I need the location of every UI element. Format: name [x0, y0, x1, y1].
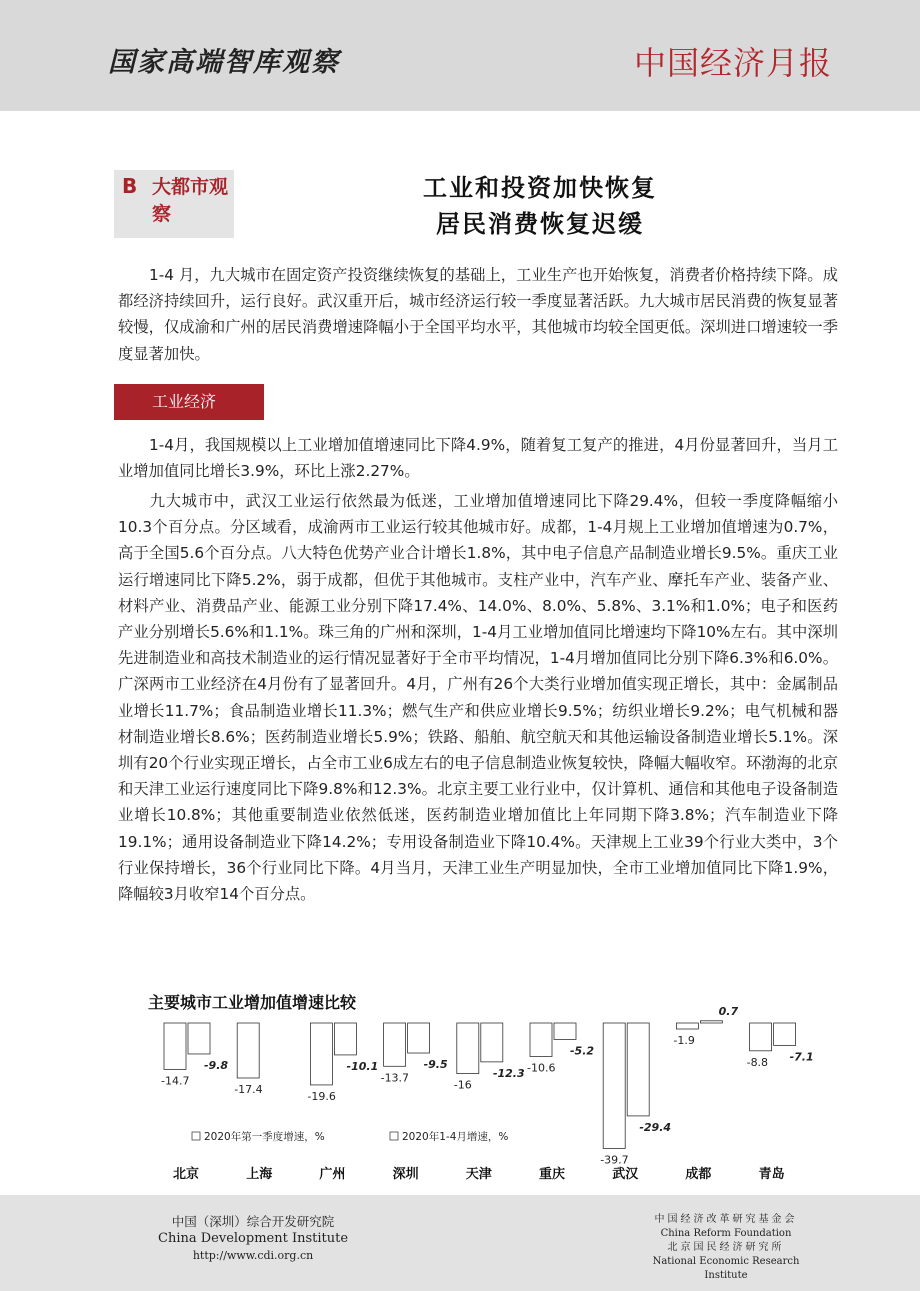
data-label: -39.7 [600, 1153, 629, 1167]
data-label: -8.8 [746, 1055, 769, 1069]
category-label: 广州 [319, 1167, 346, 1182]
body-text-1: 1-4月，我国规模以上工业增加值增速同比下降4.9%，随着复工复产的推进，4月份显著回升，当月工业增加值同比增长3.9%，环比上涨2.27%。 [118, 436, 838, 481]
article-headline [290, 170, 790, 242]
category-label: 上海 [246, 1167, 273, 1182]
category-label: 青岛 [758, 1167, 785, 1182]
data-label: -1.9 [673, 1034, 695, 1048]
section-tag [114, 170, 234, 238]
body-text-2: 九大城市中，武汉工业运行依然最为低迷，工业增加值增速同比下降29.4%，但较一季度降幅缩小10.3个百分点。分区域看，成渝两市工业运行较其他城市好。成都，1-4月规上工业增加值增速为0.7%，高于全国5.6个百分点。八大特色优势产业合计增长1.8%，其中电子信息产品制造业增长9.5%。重庆工业运行增速同比下降5.2%，弱于成都，但优于其他城市。支柱产业中，汽车产业、摩托车产业、装备产业、材料产业、消费品产业、能源工业分别下降17.4%、14.0%、8.0%、5.8%、3.1%和1.0%；电子和医药产业分别增长5.6%和1.1%。珠三角的广州和深圳，1-4月工业增加值同比增速均下降10%左右。其中深圳先进制造业和高技术制造业的运行情况显著好于全市平均情况，1-4月增加值同比分别下降6.3%和6.0%。广深两市工业经济在4月份有了显著回升。4月，广州有26个大类行业增加值实现正增长，其中：金属制品业增长11.7%；食品制造业增长11.3%；燃气生产和供应业增长9.5%；纺织业增长9.2%；电气机械和器材制造业增长8.6%；医药制造业增长5.9%；铁路、船舶、航空航天和其他运输设备制造业增长5.1%。深圳有20个行业实现正增长，占全市工业6成左右的电子信息制造业恢复较快，降幅大幅收窄。环渤海的北京和天津工业运行速度同比下降9.8%和12.3%。北京主要工业行业中，仅计算机、通信和其他电子设备制造业增长10.8%；其他重要制造业依然低迷，医药制造业增加值比上年同期下降3.8%；汽车制造业下降19.1%；通用设备制造业下降14.2%；专用设备制造业下降10.4%。天津规上工业39个行业大类中，3个行业保持增长，36个行业同比下降。4月当月，天津工业生产明显加快，全市工业增加值同比下降1.9%，降幅较3月收窄14个百分点。 [118, 492, 838, 904]
legend-label-1: 2020年第一季度增速，% [204, 1131, 325, 1143]
bar-q1 [237, 1023, 259, 1078]
data-label: -10.6 [527, 1061, 556, 1075]
data-label: -7.1 [789, 1050, 814, 1064]
bar-q1 [384, 1023, 406, 1066]
bar-q1 [310, 1023, 332, 1085]
bar-jan-apr [700, 1021, 722, 1023]
data-label: -29.4 [639, 1120, 672, 1134]
footer-crf-en: China Reform Foundation [660, 1228, 792, 1239]
category-label: 武汉 [612, 1167, 639, 1182]
bar-jan-apr [774, 1023, 796, 1045]
bar-q1 [603, 1023, 625, 1148]
chart-title: 主要城市工业增加值增速比较 [148, 993, 357, 1012]
bar-q1 [676, 1023, 698, 1029]
legend-label-2: 2020年1-4月增速，% [402, 1131, 509, 1143]
data-label: -19.6 [307, 1089, 336, 1103]
bar-q1 [750, 1023, 772, 1051]
brand-logo-text: 国家高端智库观察 [108, 47, 340, 78]
bar-jan-apr [481, 1023, 503, 1062]
subhead-industrial-economy: 工业经济 [114, 384, 264, 420]
category-label: 深圳 [392, 1167, 419, 1182]
category-label: 北京 [172, 1167, 200, 1182]
body-paragraph-2 [118, 488, 838, 907]
data-label: -13.7 [380, 1071, 410, 1085]
bar-jan-apr [408, 1023, 430, 1053]
data-label: -9.5 [423, 1058, 448, 1072]
bar-jan-apr [334, 1023, 356, 1055]
legend-swatch-1 [192, 1132, 200, 1140]
report-title: 中国经济月报 [633, 44, 832, 82]
data-label: -16 [453, 1078, 472, 1092]
section-name: 大都市观察 [152, 176, 229, 225]
footer-left-org [158, 1213, 348, 1264]
page-header [0, 0, 920, 111]
footer-crf-cn: 中国经济改革研究基金会 [654, 1214, 798, 1225]
data-label: -10.1 [346, 1059, 379, 1073]
headline-line-1: 工业和投资加快恢复 [423, 174, 657, 202]
data-label: -14.7 [161, 1074, 190, 1088]
footer-neri-en: National Economic Research Institute [652, 1256, 800, 1281]
footer-cdi-url[interactable]: http://www.cdi.org.cn [192, 1249, 314, 1262]
section-letter: B [122, 174, 138, 198]
bar-q1 [457, 1023, 479, 1074]
data-label: 0.7 [718, 1004, 739, 1018]
footer-right-org [636, 1213, 816, 1283]
category-label: 重庆 [538, 1167, 566, 1182]
footer-neri-cn: 北京国民经济研究所 [667, 1242, 785, 1253]
body-paragraph-1 [118, 432, 838, 484]
category-label: 天津 [465, 1167, 492, 1182]
footer-cdi-cn: 中国（深圳）综合开发研究院 [171, 1214, 335, 1229]
footer-cdi-en: China Development Institute [158, 1231, 349, 1246]
bar-chart [140, 1000, 820, 1190]
legend-swatch-2 [390, 1132, 398, 1140]
bar-jan-apr [627, 1023, 649, 1116]
intro-paragraph [118, 262, 838, 367]
data-label: -12.3 [492, 1066, 525, 1080]
page-footer [0, 1195, 920, 1291]
intro-text: 1-4 月，九大城市在固定资产投资继续恢复的基础上，工业生产也开始恢复，消费者价格持续下降。成都经济持续回升，运行良好。武汉重开后，城市经济运行较一季度显著活跃。九大城市居民消费的恢复显著较慢，仅成渝和广州的居民消费增速降幅小于全国平均水平，其他城市均较全国更低。深圳进口增速较一季度显著加快。 [118, 266, 838, 363]
bar-q1 [530, 1023, 552, 1056]
bar-q1 [164, 1023, 186, 1069]
bar-jan-apr [554, 1023, 576, 1039]
bar-jan-apr [188, 1023, 210, 1054]
data-label: -9.8 [203, 1058, 229, 1072]
data-label: -17.4 [234, 1082, 263, 1096]
data-label: -5.2 [569, 1044, 595, 1058]
category-label: 成都 [685, 1167, 712, 1182]
headline-line-2: 居民消费恢复迟缓 [436, 210, 644, 238]
